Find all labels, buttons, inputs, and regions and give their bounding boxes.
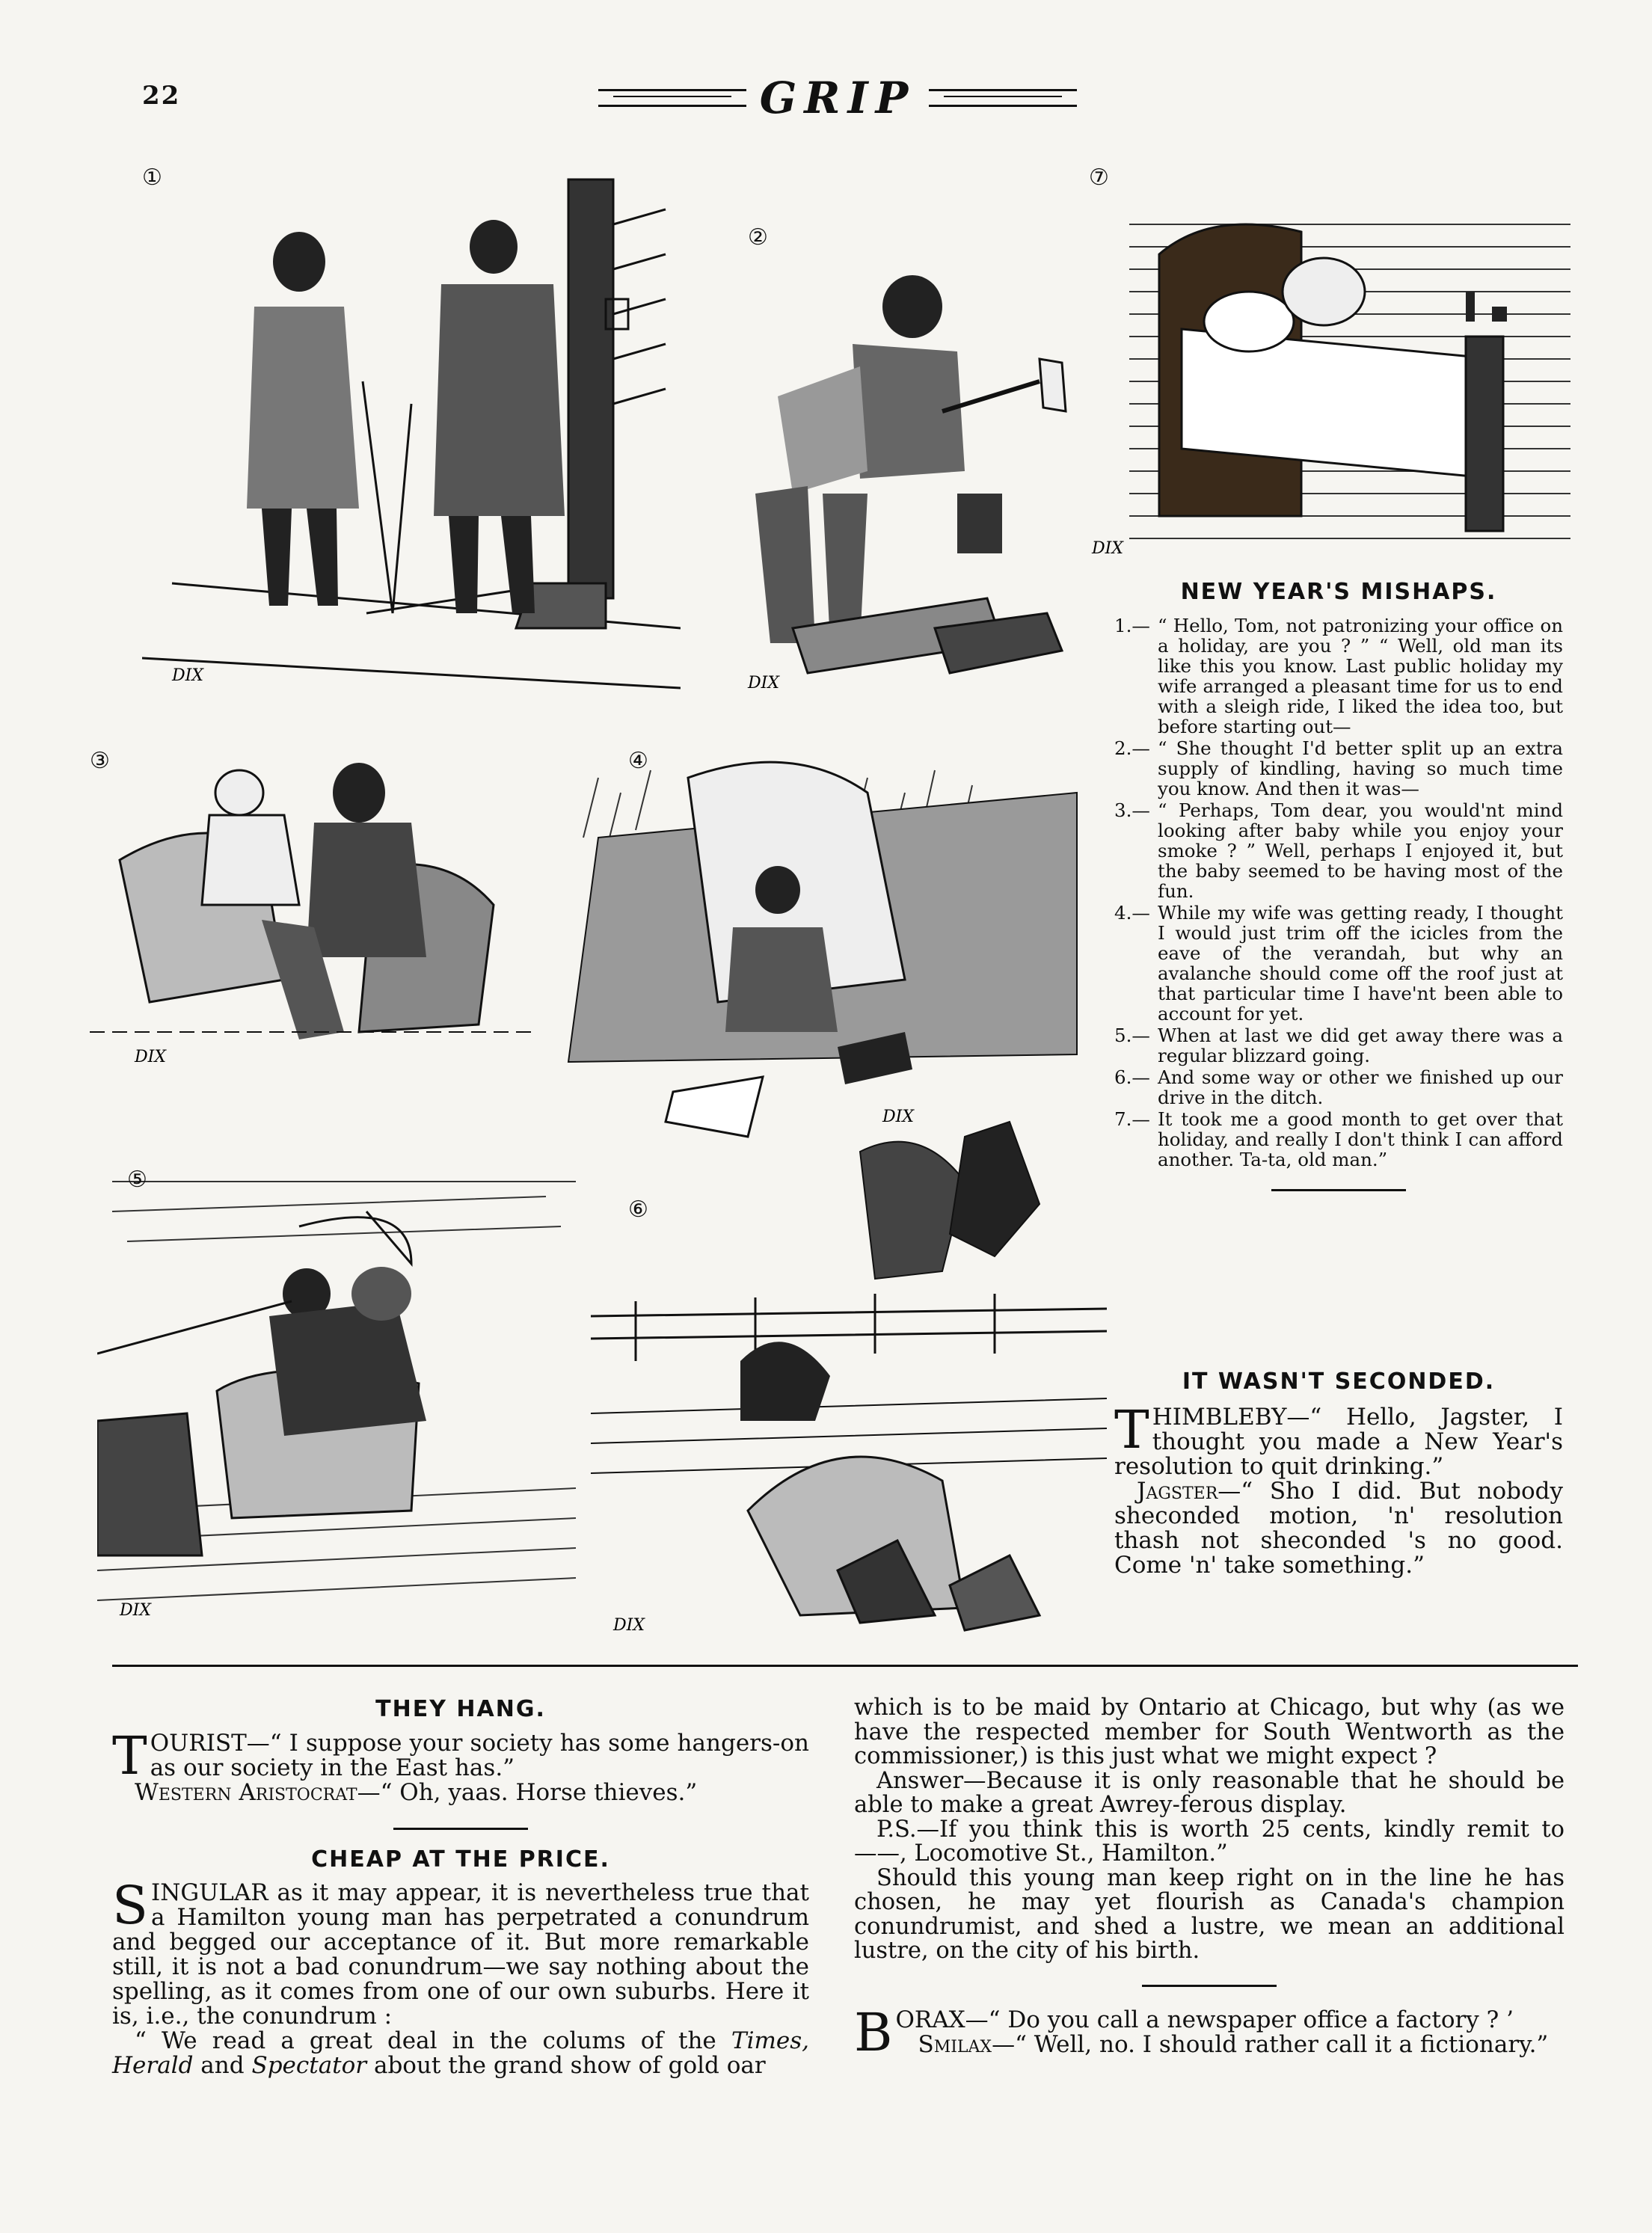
item-number: 6.—: [1114, 1066, 1150, 1088]
panel-4-drawing: [553, 733, 1092, 1152]
cont-paragraph-3: P.S.—If you think this is worth 25 cents, kindly remit to ——, Locomotive St., Hamilton.”: [854, 1816, 1565, 1867]
illustration-panel-6: [591, 1092, 1107, 1645]
illustration-panel-1: [142, 165, 681, 703]
item-text: When at last we did get away there was a regular blizzard going.: [1158, 1025, 1563, 1066]
panel-number: ⑥: [628, 1197, 648, 1223]
right-bottom-column: [854, 1695, 1565, 2063]
hang-title: THEY HANG.: [375, 1696, 546, 1722]
mishaps-section: [1114, 579, 1563, 1191]
illustration-panel-4: [553, 733, 1092, 1152]
panel-number: ②: [748, 224, 768, 251]
masthead-rule-right: [929, 89, 1077, 107]
panel-5-drawing: [97, 1167, 576, 1630]
item-text: It took me a good month to get over that holiday, and really I don't think I can afford another. Ta-ta, old man.”: [1158, 1108, 1563, 1170]
seconded-text: [1114, 1399, 1563, 1579]
section-divider: [1271, 1189, 1406, 1191]
cont-paragraph-4: Should this young man keep right on in the line he has chosen, he may yet flourish as Canada's champion conundrumist, and shed a lustre, we mean an additional lustre, on the city of his birth.: [854, 1864, 1565, 1964]
mishaps-title: NEW YEAR'S MISHAPS.: [1180, 579, 1497, 605]
illustration-panel-3: [90, 733, 538, 1069]
speaker-name: Smilax: [918, 2030, 992, 2058]
panel-1-drawing: [142, 165, 681, 703]
artist-signature: DIX: [172, 666, 203, 685]
artist-signature: DIX: [120, 1601, 151, 1620]
borax-paragraph-2: —“ Well, no. I should rather call it a fictionary.”: [992, 2030, 1549, 2058]
item-text: While my wife was getting ready, I thought I would just trim off the icicles from the eave of the verandah, but why an avalanche should come off the roof just at that particular time I have'nt been able to account for yet.: [1158, 902, 1563, 1025]
conjunction: and: [193, 2052, 252, 2079]
panel-number: ③: [90, 748, 110, 774]
masthead-rule-left: [598, 89, 746, 107]
cont-paragraph-2: Answer—Because it is only reasonable that he should be able to make a great Awrey-ferous display.: [854, 1767, 1565, 1818]
seconded-section: [1114, 1369, 1563, 1578]
section-divider: [393, 1828, 528, 1830]
speaker-name: Western Aristocrat: [135, 1778, 357, 1806]
artist-signature: DIX: [135, 1048, 166, 1066]
cheap-paragraph-2b: about the grand show of gold oar: [366, 2052, 766, 2079]
artist-signature: DIX: [748, 674, 779, 692]
horizontal-divider: [112, 1665, 1578, 1667]
hang-text: [112, 1724, 809, 1806]
cont-paragraph-1: which is to be maid by Ontario at Chicago, but why (as we have the respected member for South Wentworth as the commissioner,) is this just what we might expect ?: [854, 1695, 1565, 1769]
illustration-panel-2: [688, 224, 1107, 703]
panel-number: ④: [628, 748, 648, 774]
item-text: “ She thought I'd better split up an extra supply of kindling, having so much time you know. And then it was—: [1158, 737, 1563, 799]
panel-2-drawing: [688, 224, 1107, 703]
illustration-panel-7: [1077, 165, 1570, 568]
list-item: [1114, 800, 1563, 901]
newspaper-spectator: Spectator: [251, 2052, 367, 2079]
dropcap: T: [1114, 1399, 1149, 1460]
artist-signature: DIX: [1092, 539, 1123, 558]
seconded-title: IT WASN'T SECONDED.: [1182, 1369, 1496, 1395]
list-item: [1114, 1109, 1563, 1170]
mishaps-list: [1114, 615, 1563, 1170]
dropcap: S: [112, 1875, 148, 1936]
item-text: “ Perhaps, Tom dear, you would'nt mind looking after baby while you enjoy your smoke ? ” Well, perhaps I enjoyed it, but the baby seemed to be having most of the fun.: [1158, 799, 1563, 902]
item-number: 1.—: [1114, 615, 1150, 636]
list-item: [1114, 1067, 1563, 1108]
item-text: “ Hello, Tom, not patronizing your office on a holiday, are you ? ” “ Well, old man its like this you know. Last public holiday my wife arranged a pleasant time for us to end with a sleigh ride, I liked the idea too, but before starting out—: [1158, 615, 1563, 737]
item-number: 2.—: [1114, 737, 1150, 759]
newspaper-times: Times,: [731, 2027, 809, 2054]
panel-7-drawing: [1077, 165, 1570, 568]
item-number: 5.—: [1114, 1025, 1150, 1046]
masthead-title: GRIP: [759, 73, 916, 123]
cheap-paragraph-1: INGULAR as it may appear, it is nevertheless true that a Hamilton young man has perpetrated a conundrum and begged our acceptance of it. But more remarkable still, it is not a bad conundrum—we say nothing about the spelling, as it comes from one of our own suburbs. Here it is, i.e., the conundrum :: [112, 1879, 809, 2030]
panel-6-drawing: [591, 1092, 1107, 1645]
list-item: [1114, 615, 1563, 737]
seconded-paragraph-2: —“ Sho I did. But nobody sheconded motion, 'n' resolution thash not sheconded 's no good. Come 'n' take something.”: [1114, 1478, 1563, 1579]
dropcap: T: [112, 1724, 147, 1787]
newspaper-herald: Herald: [112, 2052, 194, 2079]
panel-number: ⑦: [1089, 165, 1109, 191]
speaker-name: Jagster: [1137, 1478, 1218, 1505]
item-number: 4.—: [1114, 902, 1150, 924]
cheap-title: CHEAP AT THE PRICE.: [311, 1846, 610, 1873]
borax-text: [854, 2001, 1565, 2063]
list-item: [1114, 738, 1563, 799]
artist-signature: DIX: [613, 1616, 645, 1635]
panel-number: ①: [142, 165, 162, 191]
hang-paragraph-1: OURIST—“ I suppose your society has some hangers-on as our society in the East has.”: [150, 1729, 809, 1781]
item-number: 3.—: [1114, 799, 1150, 821]
section-divider: [1142, 1985, 1277, 1987]
cheap-text: [112, 1875, 809, 2079]
cheap-paragraph-2a: “ We read a great deal in the colums of the: [135, 2027, 731, 2054]
seconded-paragraph-1: HIMBLEBY—“ Hello, Jagster, I thought you made a New Year's resolution to quit drinking.”: [1114, 1404, 1563, 1480]
page-number: 22: [142, 81, 181, 111]
list-item: [1114, 1025, 1563, 1066]
illustration-panel-5: [97, 1167, 576, 1630]
item-number: 7.—: [1114, 1108, 1150, 1130]
panel-number: ⑤: [127, 1167, 147, 1193]
artist-signature: DIX: [882, 1108, 914, 1126]
left-bottom-column: [112, 1698, 809, 2078]
borax-paragraph-1: ORAX—“ Do you call a newspaper office a factory ? ’: [895, 2006, 1514, 2033]
item-text: And some way or other we finished up our drive in the ditch.: [1158, 1066, 1563, 1108]
masthead: [598, 72, 1077, 124]
hang-paragraph-2: —“ Oh, yaas. Horse thieves.”: [357, 1778, 698, 1806]
dropcap: B: [854, 2001, 893, 2063]
panel-3-drawing: [90, 733, 538, 1069]
list-item: [1114, 903, 1563, 1024]
